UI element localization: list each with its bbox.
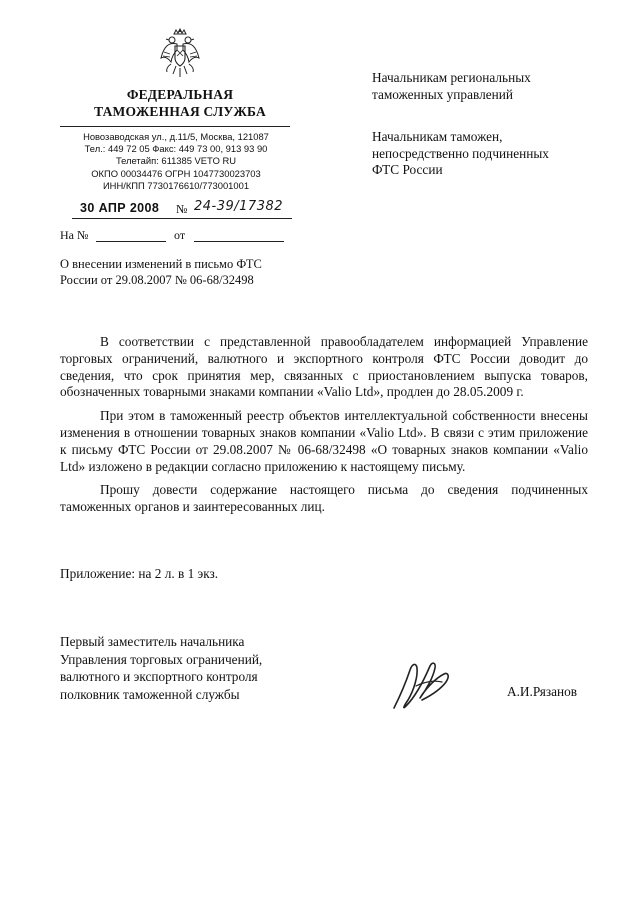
signer-name: А.И.Рязанов [507,684,578,699]
letter-body [60,334,588,523]
signer-line: Первый заместитель начальника [60,634,245,649]
attachment-note: Приложение: на 2 л. в 1 экз. [60,566,219,581]
signer-line: полковник таможенной службы [60,686,240,702]
body-paragraph: При этом в таможенный реестр объектов интеллектуальной собственности внесены изменения в отношении товарных знаков компании «Valio Ltd». В связи с этим приложение к письму ФТС России от 29.08.2007 № 06-68/32498 «О товарных знаков компании «Valio Ltd» изложено в редакции согласно приложению к настоящему письму. [60,408,588,474]
registration-row [60,201,292,221]
addressee-block [372,129,602,179]
signer-position [60,633,360,703]
inn-kpp-line: ИНН/КПП 7730176610/773001001 [102,179,250,191]
addressee-line: таможенных управлений [372,86,513,102]
signer-line: Управления торговых ограничений, [60,651,263,667]
emblem-icon [159,28,201,80]
addressee-block [372,70,602,103]
signer-line: валютного и экспортного контроля [60,669,258,684]
subject-line: О внесении изменений в письмо ФТС [60,257,262,271]
subject-line: России от 29.08.2007 № 06-68/32498 [60,273,254,287]
org-name-line: ТАМОЖЕННАЯ СЛУЖБА [94,104,266,119]
org-name-line: ФЕДЕРАЛЬНАЯ [126,87,234,102]
letter-subject [60,256,300,288]
reference-from-label: от [174,228,186,242]
addressee-line: ФТС России [372,162,443,177]
body-paragraph: В соответствии с представленной правообладателем информацией Управление торговых ограничений, валютного и экспортного контроля ФТС России доводит до сведения, что срок принятия мер, связанных с приостановлением выпуска товаров, обозначенных товарными знаками компании «Valio Ltd», продлен до 28.05.2009 г. [60,334,588,400]
number-label: № [176,202,188,216]
addressee-line: Начальникам таможен, [372,129,503,144]
okpo-ogrn-line: ОКПО 00034476 ОГРН 1047730023703 [91,167,261,179]
organization-name [70,86,290,120]
addressee-line: Начальникам региональных [372,70,531,85]
reference-row [60,228,292,246]
body-paragraph: Прошу довести содержание настоящего письма до сведения подчиненных таможенных органов и заинтересованных лиц. [60,482,588,515]
addressee-line: непосредственно подчиненных [372,145,549,161]
registration-underline [72,218,292,219]
registration-number: 24-39/17382 [194,199,284,214]
header-divider [60,126,290,127]
registration-date: 30 АПР 2008 [80,201,160,215]
address-line: Новозаводская ул., д.11/5, Москва, 121087 [83,131,269,142]
reference-label: На № [60,228,89,242]
teletype-line: Телетайп: 611385 VETO RU [115,155,237,167]
phone-fax-line: Тел.: 449 72 05 Факс: 449 73 00, 913 93 90 [84,143,268,155]
contact-details [60,131,292,192]
signature-icon [386,656,456,716]
reference-date-blank [194,241,284,242]
reference-number-blank [96,241,166,242]
